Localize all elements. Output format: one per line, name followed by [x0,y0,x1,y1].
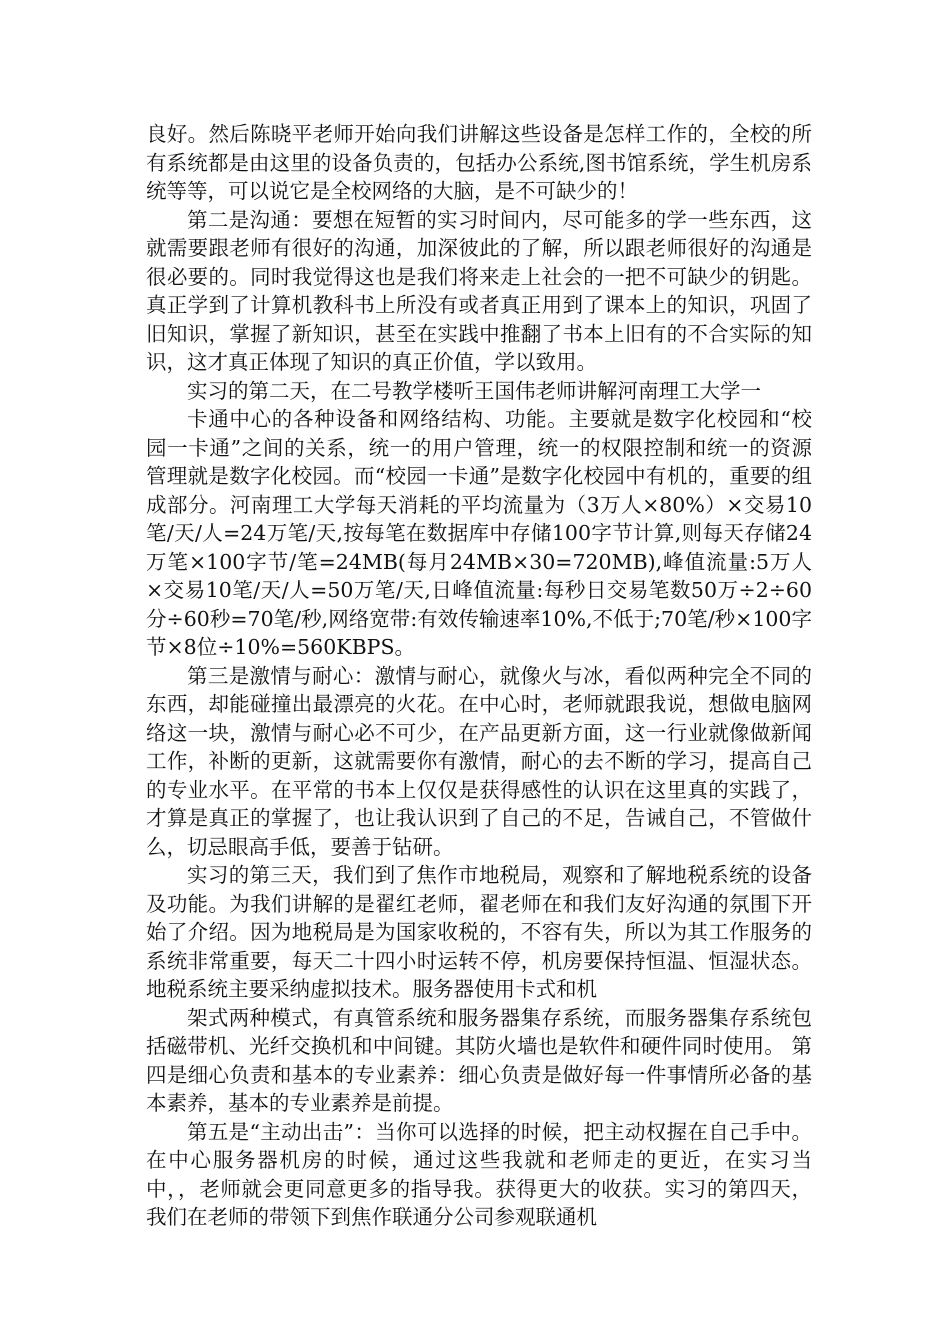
paragraph-7: 架式两种模式，有真管系统和服务器集存系统，而服务器集存系统包括磁带机、光纤交换机和中间键。其防火墙也是软件和硬件同时使用。 第四是细心负责和基本的专业素养：细心负责是做好每一件事情所必备的基本素养，基本的专业素养是前提。 [146,1005,812,1115]
paragraph-6: 实习的第三天，我们到了焦作市地税局，观察和了解地税系统的设备及功能。为我们讲解的是翟红老师，翟老师在和我们友好沟通的氛围下开始了介绍。因为地税局是为国家收税的，不容有失，所以为其工作服务的系统非常重要，每天二十四小时运转不停，机房要保持恒温、恒湿状态。地税系统主要采纳虚拟技术。服务器使用卡式和机 [146,863,812,1001]
paragraph-2: 第二是沟通：要想在短暂的实习时间内，尽可能多的学一些东西，这就需要跟老师有很好的沟通，加深彼此的了解，所以跟老师很好的沟通是很必要的。同时我觉得这也是我们将来走上社会的一把不可缺少的钥匙。真正学到了计算机教科书上所没有或者真正用到了课本上的知识，巩固了旧知识，掌握了新知识，甚至在实践中推翻了书本上旧有的不合实际的知识，这才真正体现了知识的真正价值，学以致用。 [146,207,812,374]
paragraph-3: 实习的第二天，在二号教学楼听王国伟老师讲解河南理工大学一 [187,378,761,403]
paragraph-4: 卡通中心的各种设备和网络结构、功能。主要就是数字化校园和“校园一卡通”之间的关系，统一的用户管理，统一的权限控制和统一的资源管理就是数字化校园。而“校园一卡通”是数字化校园中有机的，重要的组成部分。河南理工大学每天消耗的平均流量为（3万人×80%）×交易10笔/天/人=24万笔/天,按每笔在数据库中存储100字节计算,则每天存储24万笔×100字节/笔=24MB(每月24MB×30=720MB),峰值流量:5万人×交易10笔/天/人=50万笔/天,日峰值流量:每秒日交易笔数50万÷2÷60分÷60秒=70笔/秒,网络宽带:有效传输速率10%,不低于;70笔/秒×100字节×8位÷10%=560KBPS。 [146,407,812,659]
paragraph-8: 第五是“主动出击”：当你可以选择的时候，把主动权握在自己手中。在中心服务器机房的时候，通过这些我就和老师走的更近，在实习当中，，老师就会更同意更多的指导我。获得更大的收获。实习的第四天，我们在老师的带领下到焦作联通分公司参观联通机 [146,1119,812,1229]
paragraph-1: 良好。然后陈晓平老师开始向我们讲解这些设备是怎样工作的，全校的所有系统都是由这里的设备负责的，包括办公系统,图书馆系统，学生机房系统等等，可以说它是全校网络的大脑，是不可缺少的！ [146,122,812,203]
paragraph-5: 第三是激情与耐心：激情与耐心，就像火与冰，看似两种完全不同的东西，却能碰撞出最漂亮的火花。在中心时，老师就跟我说，想做电脑网络这一块，激情与耐心必不可少，在产品更新方面，这一行业就像做新闻工作，补断的更新，这就需要你有激情，耐心的去不断的学习，提高自己的专业水平。在平常的书本上仅仅是获得感性的认识在这里真的实践了，才算是真正的掌握了，也让我认识到了自己的不足，告诫自己，不管做什么，切忌眼高手低，要善于钻研。 [146,663,812,859]
document-body [146,120,812,1232]
